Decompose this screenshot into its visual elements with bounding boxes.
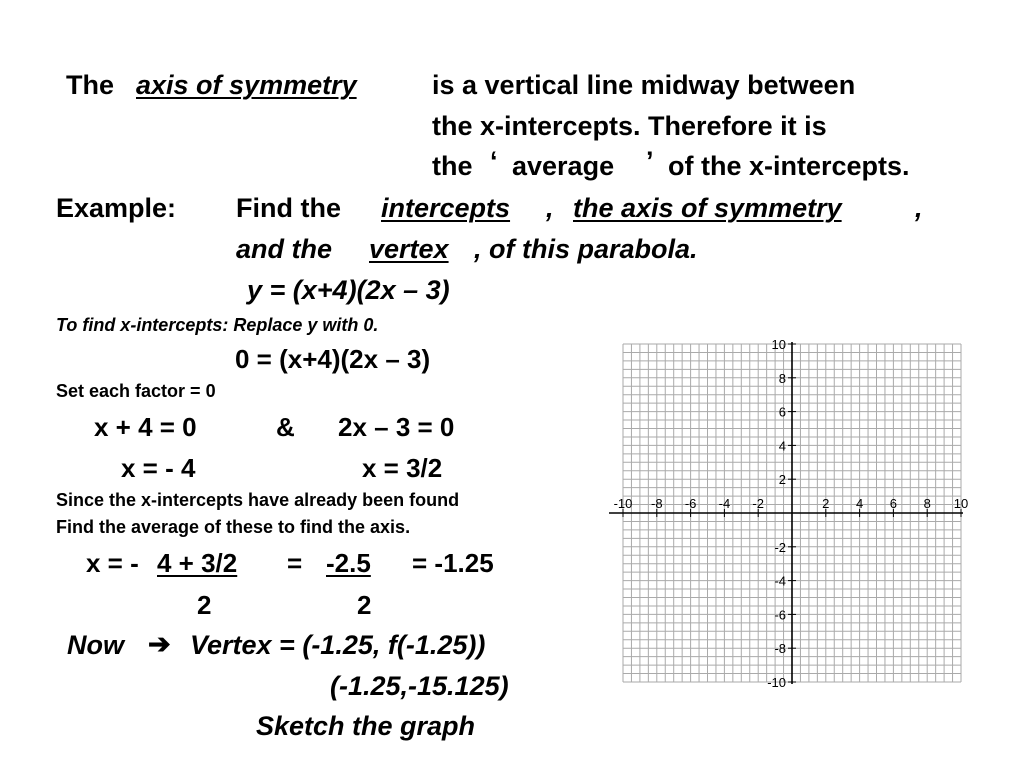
factor-1: x + 4 = 0 (94, 412, 197, 442)
y-tick-label: -10 (767, 675, 786, 690)
example-equation: y = (x+4)(2x – 3) (247, 275, 450, 305)
example-comma2: , (915, 193, 923, 223)
average-numerator-2: -2.5 (326, 548, 371, 578)
y-tick-label: 2 (778, 472, 786, 488)
x-tick-label: 6 (889, 496, 898, 511)
intro-line2: the x-intercepts. Therefore it is (432, 111, 827, 141)
replace-note: To find x-intercepts: Replace y with 0. (56, 315, 379, 335)
x-tick-label: 10 (953, 496, 969, 511)
x-tick-label: -6 (684, 496, 697, 511)
quote-open: ‘ (490, 146, 498, 176)
vertex-expression: Vertex = (-1.25, f(-1.25)) (190, 630, 486, 660)
x-tick-label: -10 (613, 496, 633, 511)
arrow-icon: ➔ (148, 629, 171, 659)
denominator-2: 2 (357, 590, 372, 620)
example-and-the: and the (236, 234, 333, 264)
vertex-value: (-1.25,-15.125) (330, 671, 509, 701)
coordinate-grid (600, 330, 1000, 700)
now-label: Now (67, 630, 124, 660)
y-tick-label: -4 (774, 573, 786, 589)
solution-2: x = 3/2 (362, 453, 443, 483)
zero-equation: 0 = (x+4)(2x – 3) (235, 344, 431, 374)
example-comma1: , (546, 193, 554, 223)
sketch-the-graph: Sketch the graph (256, 711, 476, 741)
y-tick-label: -2 (774, 539, 786, 555)
average-prefix: x = - (86, 548, 139, 578)
intro-average: average (512, 151, 615, 181)
intro-the: The (66, 70, 115, 100)
y-tick-label: 8 (778, 370, 786, 386)
denominator-1: 2 (197, 590, 212, 620)
factor-2: 2x – 3 = 0 (338, 412, 455, 442)
intro-line3-rest: of the x-intercepts. (668, 151, 910, 181)
x-tick-label: 2 (822, 496, 830, 511)
term-axis-of-symmetry: axis of symmetry (136, 70, 357, 100)
average-numerator-1: 4 + 3/2 (157, 548, 238, 578)
since-line-2: Find the average of these to find the axis. (56, 517, 411, 537)
x-tick-label: -4 (718, 496, 731, 511)
y-tick-label: 6 (778, 404, 786, 420)
set-each-factor: Set each factor = 0 (56, 381, 216, 401)
intro-line1-rest: is a vertical line midway between (432, 70, 856, 100)
intro-line3-the: the (432, 151, 473, 181)
term-intercepts: intercepts (381, 193, 511, 223)
average-equals-1: = (287, 548, 303, 578)
solution-1: x = - 4 (121, 453, 196, 483)
term-vertex: vertex (369, 234, 449, 264)
x-tick-label: -2 (752, 496, 764, 511)
example-tail: , of this parabola. (474, 234, 698, 264)
x-tick-label: 4 (855, 496, 864, 511)
term-the-axis-of-symmetry: the axis of symmetry (573, 193, 842, 223)
example-label: Example: (56, 193, 177, 223)
y-tick-label: 10 (771, 337, 786, 352)
ampersand: & (276, 412, 295, 442)
average-result: = -1.25 (412, 548, 494, 578)
x-tick-label: 8 (923, 496, 931, 511)
y-tick-label: -8 (774, 641, 786, 657)
since-line-1: Since the x-intercepts have already been found (56, 490, 460, 510)
y-tick-label: 4 (778, 438, 786, 454)
y-tick-label: -6 (774, 607, 786, 623)
example-find-the: Find the (236, 193, 341, 223)
x-tick-label: -8 (651, 496, 663, 511)
quote-close: ’ (646, 146, 654, 176)
